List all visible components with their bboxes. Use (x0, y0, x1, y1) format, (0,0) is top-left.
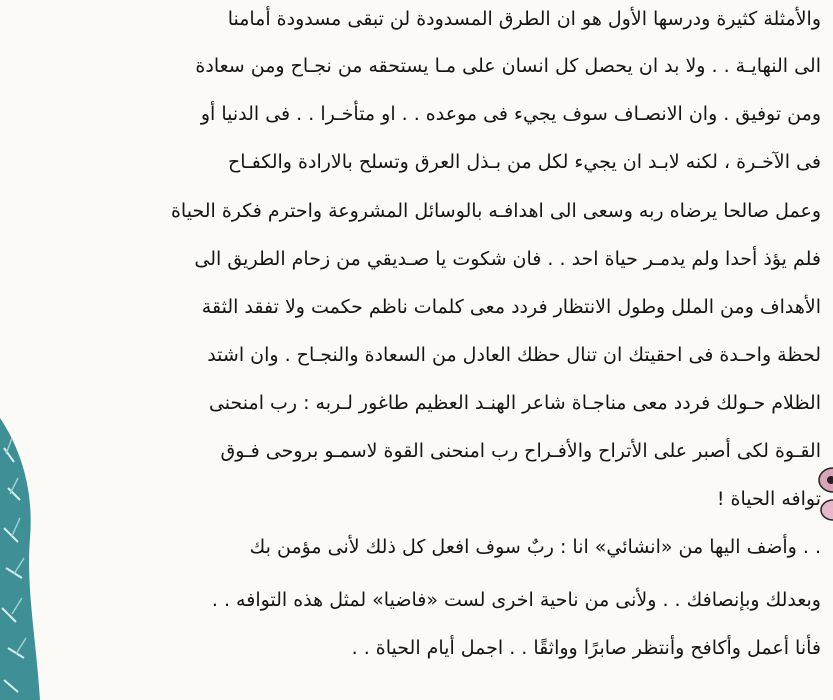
text-line: الأهداف ومن الملل وطول الانتظار فردد معى كلمات ناظم حكمت ولا تفقد الثقة (201, 296, 821, 318)
text-line: . . وأضف اليها من «انشائي» انا : ربٌ سوف افعل كل ذلك لأنى مؤمن بك (249, 536, 821, 558)
text-line: والأمثلة كثيرة ودرسها الأول هو ان الطرق المسدودة لن تبقى مسدودة أمامنا (227, 8, 821, 30)
text-line: فى الآخـرة ، لكنه لابـد ان يجيء لكل من بـذل العرق وتسلح بالارادة والكفـاح (228, 151, 821, 173)
decorative-border-image (0, 418, 40, 700)
text-line: وعمل صالحا يرضاه ربه وسعى الى اهدافـه بالوسائل المشروعة واحترم فكرة الحياة (170, 200, 821, 222)
text-line: فأنا أعمل وأكافح وأنتظر صابرًا وواثقًا . . اجمل أيام الحياة . . (351, 637, 821, 659)
text-line: الى النهايـة . . ولا بد ان يحصل كل انسان على مـا يستحقه من نجـاح ومن سعادة (195, 55, 821, 77)
text-line: فلم يؤذ أحدا ولم يدمـر حياة احد . . فان شكوت يا صـديقي من زحام الطريق الى (194, 248, 821, 270)
text-line: الظلام حـولك فردد معى مناجـاة شاعر الهنـد العظيم طاغور لـربه : رب امنحنى (208, 392, 821, 414)
text-line: وبعدلك وبإنصافك . . ولأنى من ناحية اخرى لست «فاضيا» لمثل هذه التوافه . . (211, 589, 821, 611)
text-line: القـوة لكى أصبر على الأتراح والأفـراح رب امنحنى القوة لاسمـو بروحى فـوق (220, 440, 821, 462)
text-line: لحظة واحـدة فى احقيتك ان تنال حظك العادل من السعادة والنجـاح . وان اشتد (207, 344, 821, 366)
text-line: توافه الحياة ! (716, 488, 821, 510)
text-line: ومن توفيق . وان الانصـاف سوف يجيء فى موعده . . او متأخـرا . . فى الدنيا أو (200, 103, 821, 125)
